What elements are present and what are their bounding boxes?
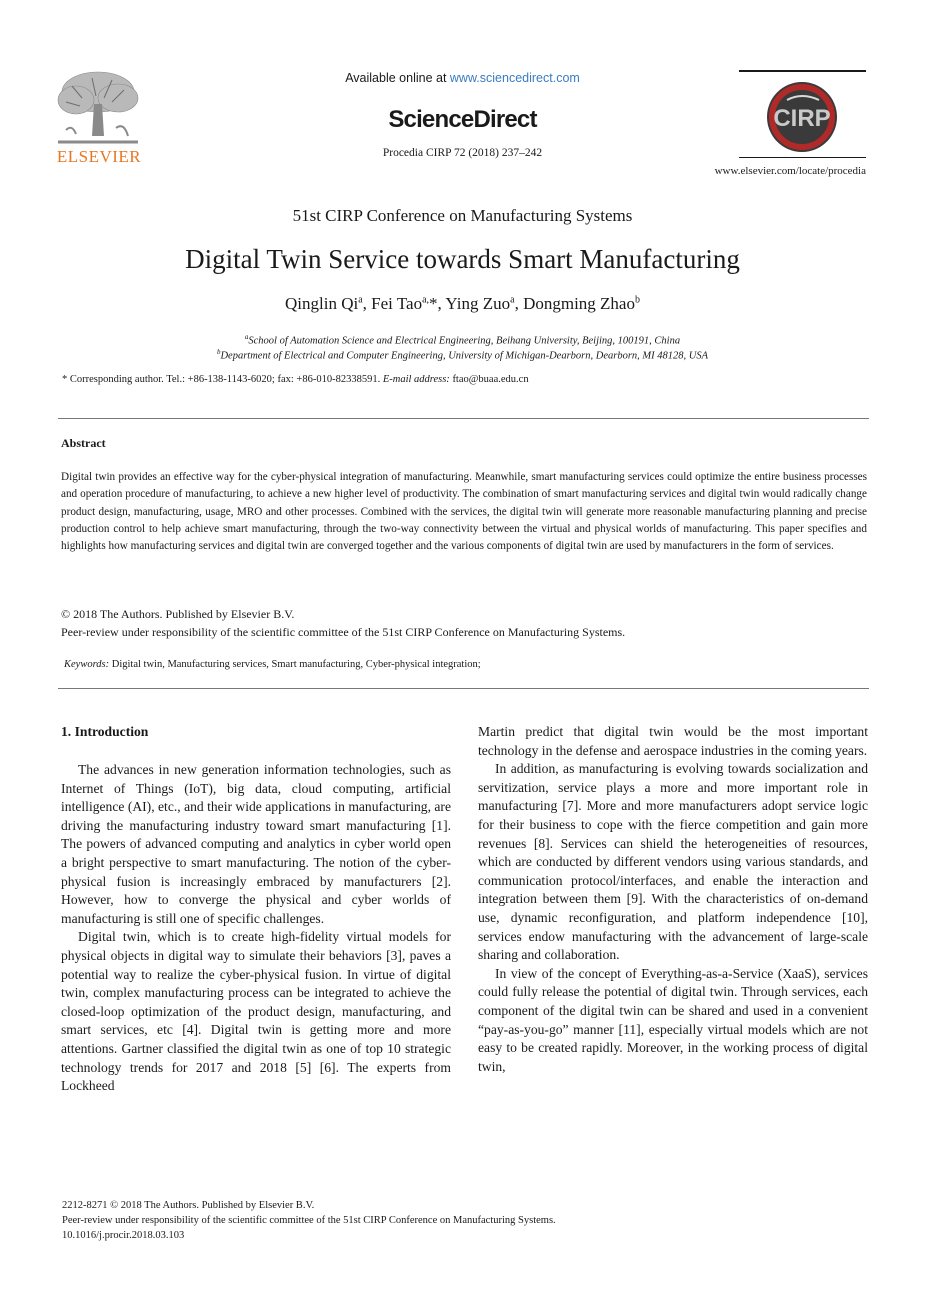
journal-citation: Procedia CIRP 72 (2018) 237–242 bbox=[382, 147, 543, 159]
available-prefix: Available online at bbox=[345, 71, 450, 85]
author-affil-sup: a, bbox=[422, 294, 430, 306]
abstract-body: Digital twin provides an effective way for the cyber-physical integration of manufacturing. Meanwhile, smart manufacturing services could optimize the entire business processes and operation procedure of manufacturing, to achieve a new higher level of productivity. The combination of smart manufacturing services and digital twin would radically change product design, manufacturing, usage, MRO and other processes. Combined with the services, the digital twin will generate more reasonable manufacturing planning and precise production control to help achieve smart manufacturing, through the two-way connectivity between the virtual and physical worlds of manufacturing. This paper specifies and highlights how manufacturing services and digital twin are converged together and the various components of digital twin are used by manufacturers in the form of services. bbox=[61, 471, 867, 553]
paragraph-continued: Martin predict that digital twin would be the most important technology in the defense and aerospace industries in the coming years. bbox=[478, 724, 868, 758]
email-label: E-mail address: bbox=[382, 374, 450, 385]
keywords bbox=[64, 659, 481, 670]
column-right bbox=[478, 723, 868, 1076]
keywords-list: Digital twin, Manufacturing services, Smart manufacturing, Cyber-physical integration; bbox=[109, 659, 481, 670]
footer-issn: 2212-8271 © 2018 The Authors. Published by Elsevier B.V. bbox=[62, 1200, 315, 1211]
elsevier-wordmark: ELSEVIER bbox=[56, 147, 142, 166]
affiliation-sup: a bbox=[244, 333, 249, 341]
conference-name: 51st CIRP Conference on Manufacturing Systems bbox=[292, 206, 633, 225]
journal-url[interactable]: www.elsevier.com/locate/procedia bbox=[714, 165, 866, 177]
paragraph: Digital twin, which is to create high-fidelity virtual models for physical objects in digital way to simulate their behaviors [3], paves a potential way to realize the cyber-physical fusion. In virtue of digital twin, complex manufacturing process can be integrated to achieve the closed-loop optimization of the product design, manufacturing, and smart services, etc [4]. Digital twin is getting more and more attentions. Gartner classified the digital twin as one of top 10 strategic technology trends for 2017 and 2018 [5] [6]. The experts from Lockheed bbox=[61, 929, 451, 1094]
email-address[interactable]: ftao@buaa.edu.cn bbox=[449, 374, 529, 385]
affiliation-a bbox=[0, 333, 925, 347]
cirp-bottom-rule bbox=[739, 157, 866, 158]
peer-review-line: Peer-review under responsibility of the scientific committee of the 51st CIRP Conference on Manufacturing Systems. bbox=[61, 625, 626, 639]
author-name: Qinglin Qi bbox=[285, 294, 359, 313]
author-list bbox=[0, 294, 925, 314]
sciencedirect-brand: ScienceDirect bbox=[388, 106, 537, 133]
abstract-heading: Abstract bbox=[61, 436, 106, 450]
author-affil-sup: a bbox=[510, 294, 515, 306]
cirp-logo-text: CIRP bbox=[773, 105, 831, 132]
affiliation-text: School of Automation Science and Electrical Engineering, Beihang University, Beijing, 100191, China bbox=[248, 335, 681, 347]
cirp-top-rule bbox=[739, 70, 866, 72]
author-affil-sup: a bbox=[358, 294, 363, 306]
affiliation-text: Department of Electrical and Computer Engineering, University of Michigan-Dearborn, Dearborn, MI 48128, USA bbox=[220, 350, 709, 362]
paragraph: In addition, as manufacturing is evolving towards socialization and servitization, service plays a more and more important role in manufacturing [7]. More and more manufacturers adopt service logic for their business to cope with the fierce competition and gain more revenues [8]. Services can shield the heterogeneities of resources, which are conducted by different vendors using various standards, and communication protocol/interfaces, and enable the interaction and integration between them [9]. With the characteristics of on-demand use, dynamic reconfiguration, and platform independence [10], services endow manufacturing with the advancement of large-scale sharing and collaboration. bbox=[478, 761, 868, 963]
author-name: Ying Zuo bbox=[445, 294, 511, 313]
sciencedirect-link[interactable]: www.sciencedirect.com bbox=[449, 71, 580, 85]
footer-peer-review: Peer-review under responsibility of the scientific committee of the 51st CIRP Conference on Manufacturing Systems. bbox=[62, 1215, 556, 1226]
author-name: Fei Tao bbox=[371, 294, 423, 313]
footer-doi[interactable]: 10.1016/j.procir.2018.03.103 bbox=[62, 1230, 185, 1241]
affiliation-sup: b bbox=[216, 348, 221, 356]
affiliation-b bbox=[0, 348, 925, 362]
author-sep: , bbox=[362, 294, 372, 313]
corresponding-text: * Corresponding author. Tel.: +86-138-1143-6020; fax: +86-010-82338591. bbox=[62, 374, 383, 385]
divider-top bbox=[58, 418, 869, 419]
author-sep: , bbox=[514, 294, 524, 313]
paper-title: Digital Twin Service towards Smart Manufacturing bbox=[185, 244, 740, 274]
paragraph: In view of the concept of Everything-as-a-Service (XaaS), services could fully release the potential of digital twin. Through services, each component of the digital twin can be shared and used in a convenient “pay-as-you-go” manner [11], especially virtual models which are not easy to be created rapidly. Moreover, in the working process of digital twin, bbox=[478, 965, 868, 1074]
section-heading: 1. Introduction bbox=[61, 724, 149, 739]
cirp-logo bbox=[739, 78, 866, 156]
corresponding-author bbox=[62, 374, 529, 385]
author-name: Dongming Zhao bbox=[523, 294, 635, 313]
keywords-label: Keywords: bbox=[64, 659, 110, 670]
divider-bottom bbox=[58, 688, 869, 689]
paragraph: The advances in new generation information technologies, such as Internet of Things (IoT), big data, cloud computing, artificial intelligence (AI), etc., and their wide applications in manufacturing, are driving the manufacturing industry toward smart manufacturing [1]. The powers of advanced computing and analytics in cyber world open a bright perspective to smart manufacturing. The notion of the cyber-physical fusion is increasingly embraced by manufacturers [2]. However, how to converge the physical and cyber worlds of manufacturing is still one of specific challenges. bbox=[61, 762, 451, 926]
column-left bbox=[61, 761, 451, 1096]
author-sep: *, bbox=[429, 294, 446, 313]
copyright-line: © 2018 The Authors. Published by Elsevier B.V. bbox=[61, 607, 295, 621]
author-affil-sup: b bbox=[634, 294, 640, 306]
